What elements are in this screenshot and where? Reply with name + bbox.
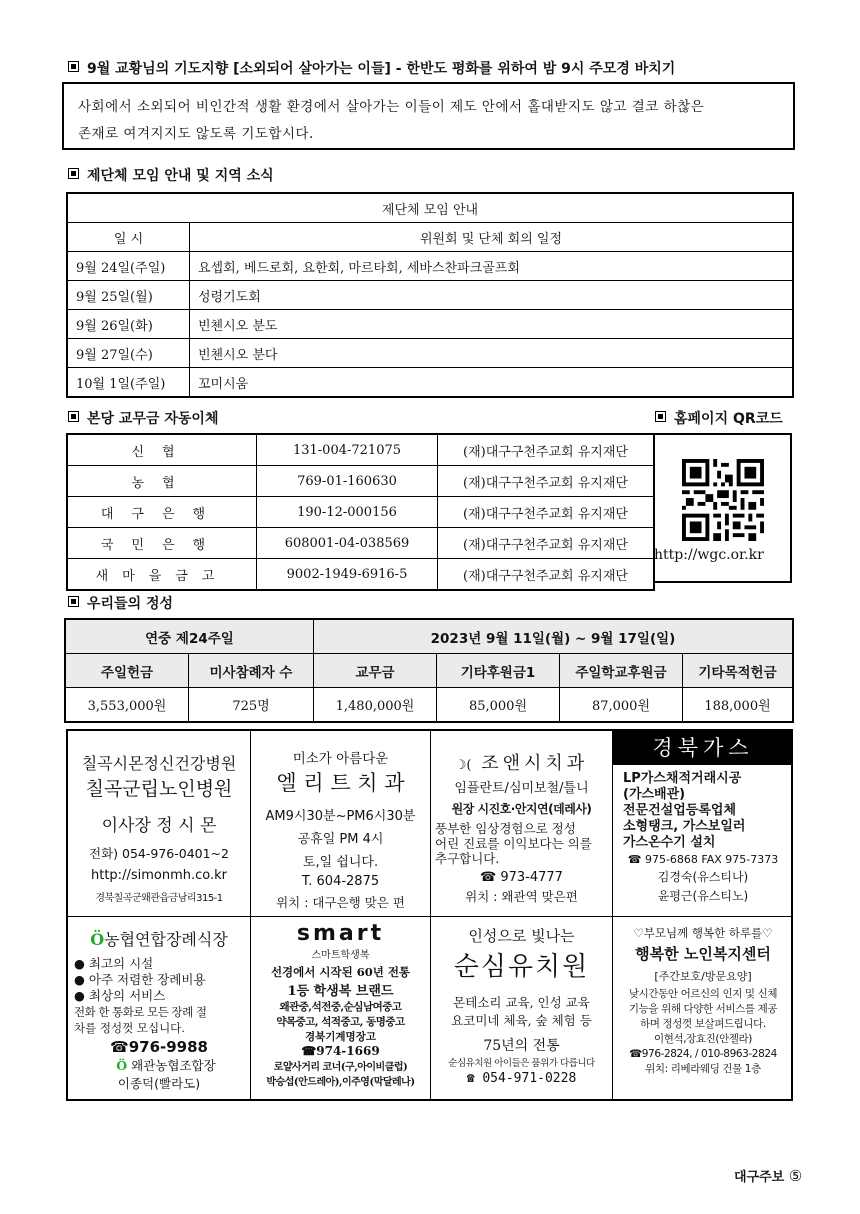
ad-smart-uniform: smart 스마트학생복 선경에서 시작된 60년 전통 1등 학생복 브랜드 왜관중,석전중,순심남여중고 약목중고, 석적중고, 동명중고 경북기계명장고 ☎974-1669 로얄사거리 코너(구,아이비클럽) 박승섭(안드레아),이주영(막달레나) — [251, 917, 431, 1099]
page-number: ⑤ — [788, 1167, 803, 1185]
table-row: 국민은행 608001-04-038569 (재)대구구천주교회 유지재단 — [67, 528, 654, 559]
prayer-heading: 9월 교황님의 기도지향 [소외되어 살아가는 이들] - 한반도 평화를 위하여 밤 9시 주모경 바치기 — [68, 58, 675, 78]
square-bullet-icon — [655, 411, 666, 422]
gas-logo-banner: 경북가스 — [613, 731, 793, 765]
offering-week: 연중 제24주일 — [65, 619, 314, 654]
ad-kindergarten: 인성으로 빛나는 순심유치원 몬테소리 교육, 인성 교육 요코미네 체육, 숲 체험 등 75년의 전통 순심유치원 아이들은 품위가 다릅니다 ☎ 054-971-0228 — [431, 917, 613, 1099]
ad-funeral: Ö농협연합장례식장 ● 최고의 시설 ● 아주 저렴한 장례비용 ● 최상의 서비스 전화 한 통화로 모든 장례 절 차를 정성껏 모십니다. ☎976-9988 Ö 왜관농협조합장 이종덕(빨라도) — [68, 917, 251, 1099]
bank-heading: 본당 교무금 자동이체 — [68, 408, 218, 428]
bullet-icon: ● — [74, 956, 85, 971]
meetings-heading: 제단체 모임 안내 및 지역 소식 — [68, 165, 274, 185]
col-event: 위원회 및 단체 회의 일정 — [190, 223, 794, 252]
offering-heading: 우리들의 정성 — [68, 593, 173, 613]
prayer-body — [62, 82, 795, 150]
table-row: 9월 24일(주일) 요셉회, 베드로회, 요한회, 마르타회, 세바스찬파크골프회 — [67, 252, 793, 281]
bullet-icon: ● — [74, 988, 85, 1003]
ad-dental-joan: ☽( 조앤시치과 임플란트/심미보철/틀니 원장 시진호·안지연(데레사) 풍부한 임상경험으로 정성 어린 진료를 이익보다는 의를 추구합니다. ☎ 973-4777 위치 : 왜관역 맞은편 — [431, 731, 613, 917]
meetings-table-title: 제단체 모임 안내 — [67, 193, 793, 223]
prayer-line-1: 사회에서 소외되어 비인간적 생활 환경에서 살아가는 이들이 제도 안에서 홀대받지도 않고 결코 하찮은 — [78, 99, 705, 115]
col-date: 일 시 — [67, 223, 190, 252]
meetings-table — [66, 192, 794, 398]
square-bullet-icon — [68, 61, 79, 72]
footer-title: 대구주보 — [734, 1170, 785, 1185]
table-row: 9월 26일(화) 빈첸시오 분도 — [67, 310, 793, 339]
offering-period: 2023년 9월 11일(월) ~ 9월 17일(일) — [314, 619, 794, 654]
table-row: 9월 27일(수) 빈첸시오 분다 — [67, 339, 793, 368]
nh-logo-icon: Ö — [90, 930, 105, 949]
square-bullet-icon — [68, 168, 79, 179]
table-row: 3,553,000원 725명 1,480,000원 85,000원 87,000원 188,000원 — [65, 688, 793, 723]
table-row: 신협 131-004-721075 (재)대구구천주교회 유지재단 — [67, 434, 654, 466]
footer — [734, 1166, 802, 1185]
bullet-icon: ● — [74, 972, 85, 987]
offering-table: 연중 제24주일 2023년 9월 11일(월) ~ 9월 17일(일) 주일헌금 미사참례자 수 교무금 기타후원금1 주일학교후원금 기타목적헌금 3,553,000원 725명 1,480,000원 85,000원 87,000원 188,000원 — [64, 618, 794, 723]
table-row: 대구은행 190-12-000156 (재)대구구천주교회 유지재단 — [67, 497, 654, 528]
qr-heading: 홈페이지 QR코드 — [655, 408, 783, 428]
table-row: 농협 769-01-160630 (재)대구구천주교회 유지재단 — [67, 466, 654, 497]
table-row: 새마을금고 9002-1949-6916-5 (재)대구구천주교회 유지재단 — [67, 559, 654, 591]
prayer-line-2: 존재로 여겨지지도 않도록 기도합시다. — [78, 126, 314, 142]
square-bullet-icon — [68, 596, 79, 607]
ad-hospital: 칠곡시몬정신건강병원 칠곡군립노인병원 이사장 정 시 몬 전화) 054-976-0401~2 http://simonmh.co.kr 경북칠곡군왜관읍금남리315-1 — [68, 731, 251, 917]
ad-elder-care: ♡부모님께 행복한 하루를♡ 행복한 노인복지센터 [주간보호/방문요양] 낮시간동안 어르신의 인지 및 신체 기능을 위해 다양한 서비스를 제공 하며 정성껏 보살펴드립니다. 이현석,장효진(안젤라) ☎976-2824, / 010-8963-2824 위치: 리베라웨딩 건물 1층 — [628, 926, 778, 1075]
ad-dental-elite: 미소가 아름다운 엘 리 트 치 과 AM9시30분~PM6시30분 공휴일 PM 4시 토,일 쉽니다. T. 604-2875 위치 : 대구은행 맞은 편 — [251, 731, 431, 917]
smart-logo: smart — [296, 921, 385, 946]
tooth-icon: ☽( — [454, 758, 472, 773]
nh-logo-icon: Ö — [116, 1058, 128, 1073]
table-row: 9월 25일(월) 성령기도회 — [67, 281, 793, 310]
square-bullet-icon — [68, 411, 79, 422]
ad-gas: 경북가스 LP가스채적거래시공 (가스배관) 전문건설업등록업체 소형탱크, 가스보일러 가스온수기 설치 ☎ 975-6868 FAX 975-7373 김경숙(유스티나) 윤평근(유스티노) — [613, 731, 793, 917]
qr-code-icon[interactable] — [682, 459, 764, 541]
bank-table — [66, 433, 655, 591]
ads-grid — [66, 729, 793, 1101]
homepage-url[interactable]: http://wgc.or.kr — [654, 547, 764, 563]
qr-box — [654, 433, 792, 583]
table-row: 10월 1일(주일) 꼬미시움 — [67, 368, 793, 398]
